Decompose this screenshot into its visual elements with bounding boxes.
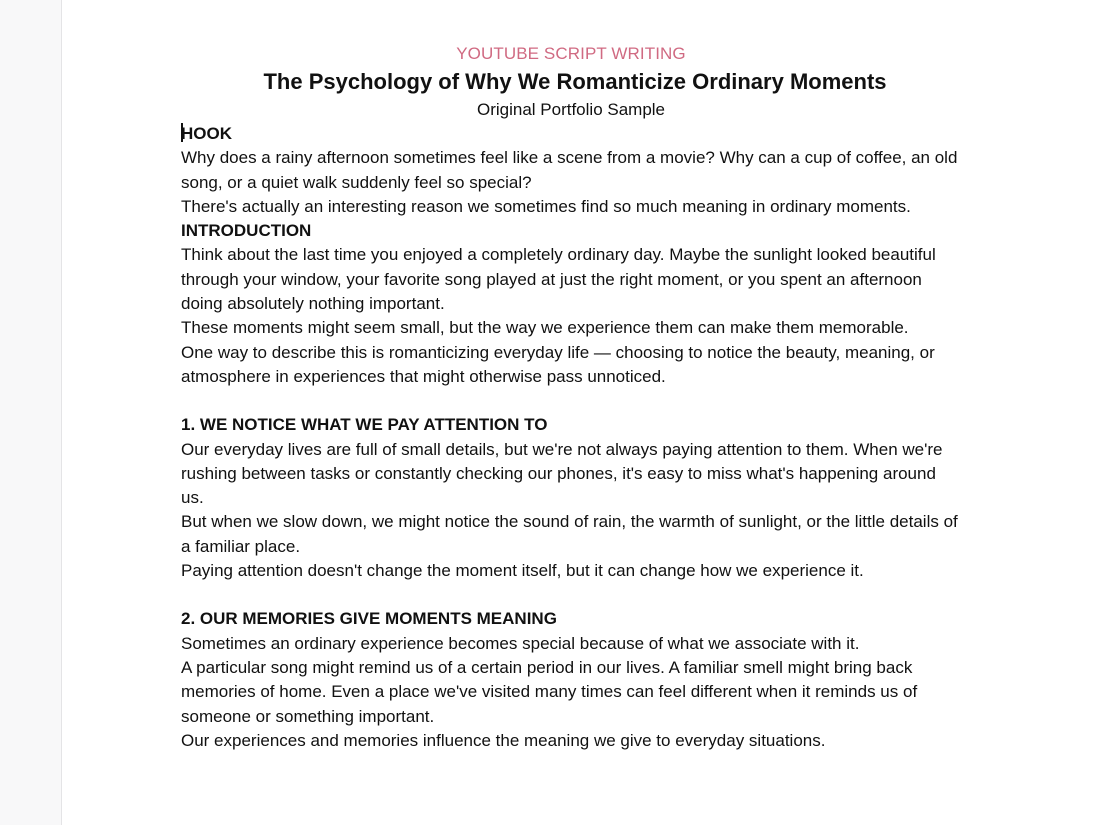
- paragraph: Sometimes an ordinary experience becomes special because of what we associate with it.: [181, 633, 860, 653]
- section-hook: [181, 122, 961, 219]
- section-heading-introduction: INTRODUCTION: [181, 221, 312, 241]
- paragraph: Paying attention doesn't change the moment itself, but it can change how we experience it.: [181, 561, 864, 581]
- paragraph: These moments might seem small, but the way we experience them can make them memorable.: [181, 318, 909, 338]
- paragraph: Why does a rainy afternoon sometimes feel like a scene from a movie? Why can a cup of coffee, an old song, or a quiet walk suddenly feel so special?: [181, 148, 958, 192]
- left-margin: [0, 0, 61, 825]
- paragraph: Think about the last time you enjoyed a completely ordinary day. Maybe the sunlight looked beautiful through your window, your favorite song played at just the right moment, or you spent an afternoon doing absolutely nothing important.: [181, 245, 936, 314]
- blank-line: [181, 389, 961, 413]
- document-category-label: YOUTUBE SCRIPT WRITING: [456, 44, 686, 63]
- blank-line: [181, 583, 961, 607]
- document-subtitle: Original Portfolio Sample: [476, 100, 666, 119]
- section-heading-hook-text: HOOK: [181, 124, 232, 143]
- section-attention: [181, 413, 961, 583]
- document-page[interactable]: [61, 0, 1100, 825]
- document-body[interactable]: [181, 42, 961, 753]
- section-heading-hook: [181, 122, 961, 146]
- section-heading-attention: 1. WE NOTICE WHAT WE PAY ATTENTION TO: [181, 415, 548, 435]
- paragraph: A particular song might remind us of a certain period in our lives. A familiar smell might bring back memories of home. Even a place we've visited many times can feel different when it reminds us of someone or something important.: [181, 657, 918, 726]
- paragraph: Our everyday lives are full of small details, but we're not always paying attention to them. When we're rushing between tasks or constantly checking our phones, it's easy to miss what's happening around us.: [181, 439, 943, 508]
- paragraph: There's actually an interesting reason we sometimes find so much meaning in ordinary moments.: [181, 196, 911, 216]
- section-heading-memories: 2. OUR MEMORIES GIVE MOMENTS MEANING: [181, 609, 557, 629]
- section-memories: [181, 607, 961, 753]
- paragraph: One way to describe this is romanticizing everyday life — choosing to notice the beauty, meaning, or atmosphere in experiences that might otherwise pass unnoticed.: [181, 342, 935, 386]
- paragraph: But when we slow down, we might notice the sound of rain, the warmth of sunlight, or the little details of a familiar place.: [181, 512, 958, 556]
- section-introduction: [181, 219, 961, 389]
- document-title: The Psychology of Why We Romanticize Ordinary Moments: [263, 69, 887, 94]
- paragraph: Our experiences and memories influence the meaning we give to everyday situations.: [181, 730, 826, 750]
